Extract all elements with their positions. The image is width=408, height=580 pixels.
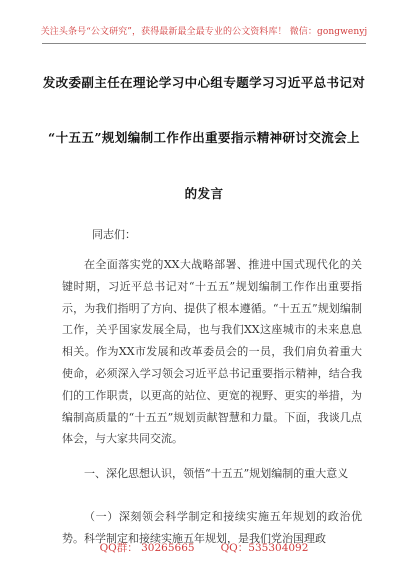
document-title-line-1: 发改委副主任在理论学习中心组专题学习习近平总书记对 [42,75,366,90]
document-title-line-2: “十五五”规划编制工作作出重要指示精神研讨交流会上 [48,130,360,145]
header-divider [42,43,366,44]
footer-qq-group: QQ群： 30265665 [99,542,195,554]
document-title-line-3: 的发言 [184,186,224,201]
footer-qq-number: QQ：535304092 [220,542,309,554]
section-heading-1 [62,463,362,485]
section-heading-text: 一、深化思想认识，领悟“十五五”规划编制的重大意义 [84,467,349,480]
paragraph-text: 在全面落实党的XX大战略部署、推进中国式现代化的关键时期，习近平总书记对“十五五”规划编制工作作出重要指示，为我们指明了方向、提供了根本遵循。“十五五”规划编制工作，关乎国家发展全局，也与我们XX这座城市的未来息息相关。作为XX市发展和改革委员会的一员，我们肩负着重大使命，必须深入学习领会习近平总书记重要指示精神，结合我们的工作职责，以更高的站位、更宽的视野、更实的举措，为编制高质量的“十五五”规划贡献智慧和力量。下面，我谈几点体会，与大家共同交流。 [62,258,362,446]
footer-contact [0,540,408,555]
header-banner: 关注头条号“公文研究”，获得最新最全最专业的公文资料库！ 微信：gongwenyj [40,27,368,37]
body-paragraph-1 [62,254,362,450]
greeting: 同志们： [92,228,136,241]
paragraph-text: （一）深刻领会科学制定和接续实施五年规划的政治优势。科学制定和接续实施五年规划，是我们党治国理政 [62,510,362,545]
